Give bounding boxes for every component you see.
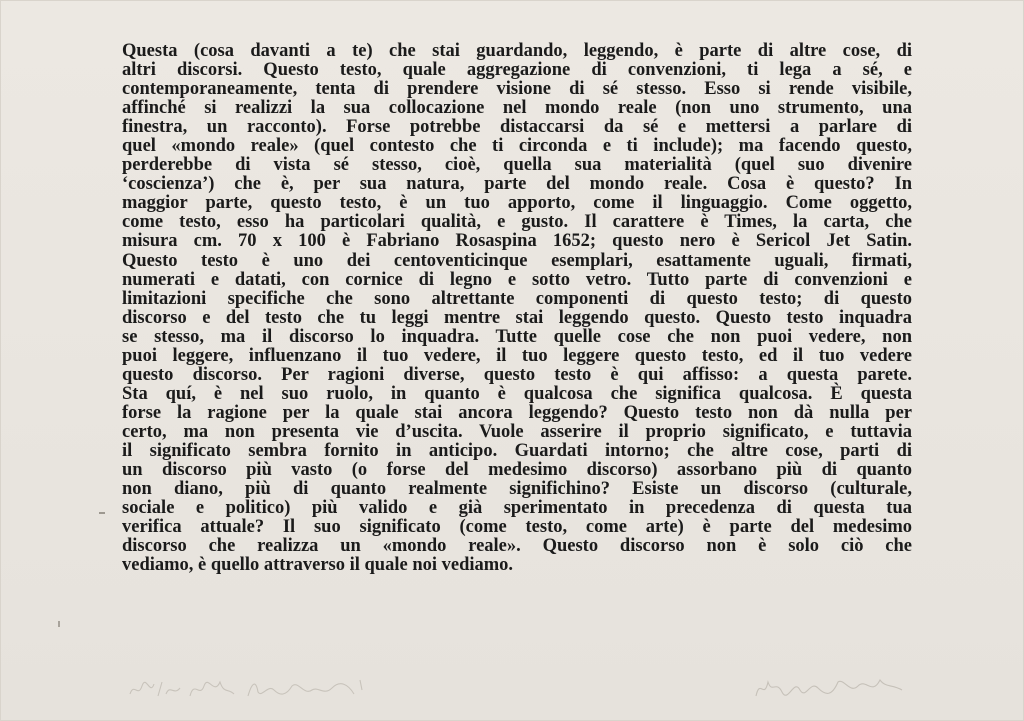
text-line-19: Sta quí, è nel suo ruolo, in quanto è qualcosa che significa qualcosa. È questa — [122, 383, 912, 404]
text-line-22: il significato sembra fornito in anticipo. Guardati intorno; che altre cose, parti di — [122, 440, 912, 461]
text-line-25: sociale e politico) più valido e già sperimentato in precedenza di questa tua — [122, 498, 912, 519]
text-line-20: forse la ragione per la quale stai ancora leggendo? Questo testo non dà nulla per — [122, 402, 912, 423]
text-line-8: ‘coscienza’) che è, per sua natura, parte del mondo reale. Cosa è questo? In — [122, 174, 912, 195]
text-line-4: affinché si realizzi la sua collocazione nel mondo reale (non uno strumento, una — [122, 98, 912, 119]
text-line-24: non diano, più di quanto realmente significhino? Esiste un discorso (culturale, — [122, 479, 912, 500]
text-line-23: un discorso più vasto (o forse del medesimo discorso) assorbano più di quanto — [122, 460, 912, 481]
text-line-12: Questo testo è uno dei centoventicinque esemplari, esattamente uguali, firmati, — [122, 250, 912, 271]
text-line-5: finestra, un racconto). Forse potrebbe distaccarsi da sé e mettersi a parlare di — [122, 117, 912, 138]
text-block — [122, 42, 912, 575]
text-line-10: come testo, esso ha particolari qualità, e gusto. Il carattere è Times, la carta, che — [122, 212, 912, 233]
text-line-21: certo, ma non presenta vie d’uscita. Vuole asserire il proprio significato, e tuttavia — [122, 421, 912, 442]
text-line-1: Questa (cosa davanti a te) che stai guardando, leggendo, è parte di altre cose, di — [122, 41, 912, 61]
text-line-28: vediamo, è quello attraverso il quale noi vediamo. — [122, 555, 514, 576]
text-line-9: maggior parte, questo testo, è un tuo apporto, come il linguaggio. Come oggetto, — [122, 193, 912, 214]
text-line-14: limitazioni specifiche che sono altrettante componenti di questo testo; di questo — [122, 288, 912, 309]
text-line-11: misura cm. 70 x 100 è Fabriano Rosaspina 1652; questo nero è Sericol Jet Satin. — [122, 231, 912, 252]
text-line-17: puoi leggere, influenzano il tuo vedere, il tuo leggere questo testo, ed il tuo vedere — [122, 345, 912, 366]
text-line-18: questo discorso. Per ragioni diverse, questo testo è qui affisso: a questa parete. — [122, 364, 912, 385]
margin-mark — [99, 512, 105, 514]
margin-mark-small — [58, 621, 60, 627]
text-line-26: verifica attuale? Il suo significato (come testo, come arte) è parte del medesimo — [122, 517, 912, 538]
text-line-13: numerati e datati, con cornice di legno e sotto vetro. Tutto parte di convenzioni e — [122, 269, 912, 290]
pencil-edition-mark — [128, 676, 398, 702]
text-line-7: perderebbe di vista sé stesso, cioè, quella sua materialità (quel suo divenire — [122, 155, 912, 176]
text-line-27: discorso che realizza un «mondo reale». Questo discorso non è solo ciò che — [122, 536, 912, 557]
text-line-2: altri discorsi. Questo testo, quale aggregazione di convenzioni, ti lega a sé, e — [122, 60, 912, 81]
text-line-15: discorso e del testo che tu leggi mentre stai leggendo questo. Questo testo inquadra — [122, 307, 912, 328]
pencil-signature-date — [752, 674, 912, 702]
text-line-16: se stesso, ma il discorso lo inquadra. Tutte quelle cose che non puoi vedere, non — [122, 326, 912, 347]
text-line-3: contemporaneamente, tenta di prendere visione di sé stesso. Esso si rende visibile, — [122, 79, 912, 100]
text-line-6: quel «mondo reale» (quel contesto che ti circonda e ti include); ma facendo questo, — [122, 136, 912, 157]
